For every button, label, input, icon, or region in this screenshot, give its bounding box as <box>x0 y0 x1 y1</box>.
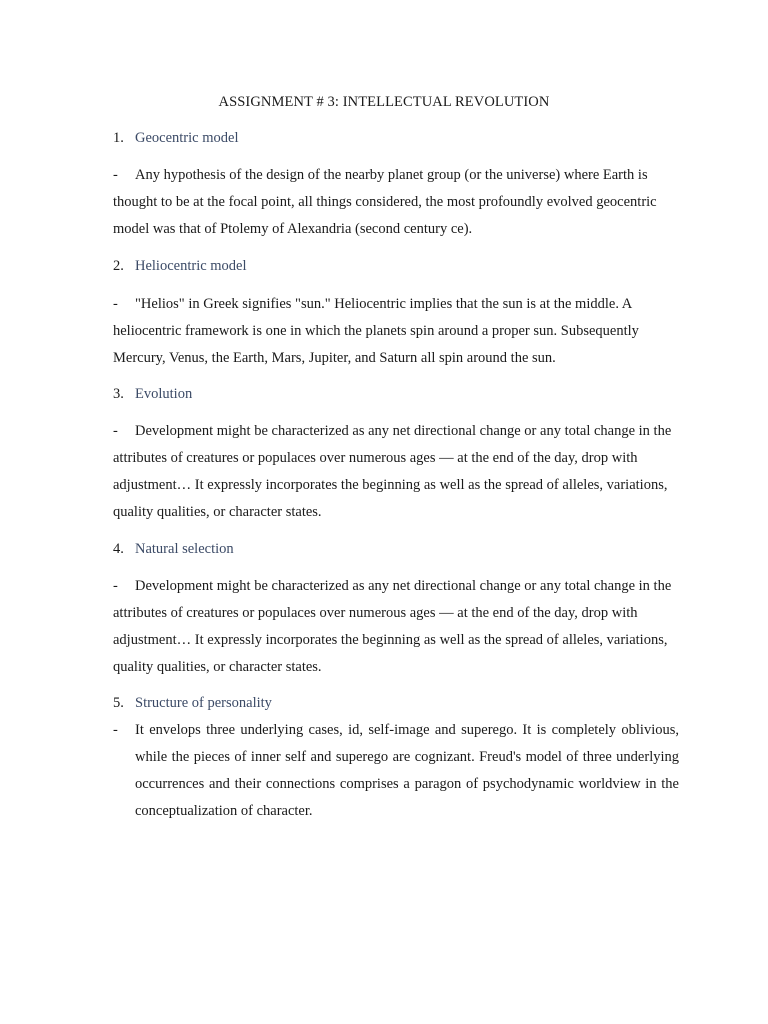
document-title: ASSIGNMENT # 3: INTELLECTUAL REVOLUTION <box>218 94 550 110</box>
section-heading-personality <box>113 693 272 713</box>
section-heading-evolution <box>113 384 192 404</box>
section-paragraph-evolution <box>113 418 679 526</box>
section-number: 3. <box>113 386 124 402</box>
section-heading-heliocentric <box>113 256 247 276</box>
section-paragraph-personality <box>113 717 679 825</box>
bullet-dash: - <box>113 296 118 312</box>
section-number: 5. <box>113 695 124 711</box>
bullet-dash: - <box>113 722 118 738</box>
paragraph-text: It envelops three underlying cases, id, self-image and superego. It is completely oblivious, while the pieces of inner self and superego are cognizant. Freud's model of three underlying occurrences and their connections comprises a paragon of psychodynamic worldview in the conceptualization of character. <box>135 722 679 819</box>
section-heading-geocentric <box>113 128 238 148</box>
section-number: 2. <box>113 258 124 274</box>
paragraph-text: Any hypothesis of the design of the nearby planet group (or the universe) where Earth is thought to be at the focal point, all things considered, the most profoundly evolved geocentric model was that of Ptolemy of Alexandria (second century ce). <box>113 167 657 237</box>
bullet-dash: - <box>113 167 118 183</box>
section-heading-label: Geocentric model <box>135 130 239 146</box>
bullet-dash: - <box>113 423 118 439</box>
bullet-dash: - <box>113 578 118 594</box>
paragraph-text: Development might be characterized as any net directional change or any total change in the attributes of creatures or populaces over numerous ages — at the end of the day, drop with adjustment… It expressly incorporates the beginning as well as the spread of alleles, variations, quality qualities, or character states. <box>113 423 672 520</box>
section-heading-label: Structure of personality <box>135 695 272 711</box>
section-paragraph-heliocentric <box>113 291 679 372</box>
paragraph-text: "Helios" in Greek signifies "sun." Heliocentric implies that the sun is at the middle. A heliocentric framework is one in which the planets spin around a proper sun. Subsequently Mercury, Venus, the Earth, Mars, Jupiter, and Saturn all spin around the sun. <box>113 296 639 366</box>
section-heading-natural-selection <box>113 539 234 559</box>
section-paragraph-geocentric <box>113 162 679 243</box>
section-heading-label: Natural selection <box>135 541 234 557</box>
paragraph-text: Development might be characterized as any net directional change or any total change in the attributes of creatures or populaces over numerous ages — at the end of the day, drop with adjustment… It expressly incorporates the beginning as well as the spread of alleles, variations, quality qualities, or character states. <box>113 578 672 675</box>
section-heading-label: Evolution <box>135 386 193 402</box>
section-paragraph-natural-selection <box>113 573 679 681</box>
section-number: 1. <box>113 130 124 146</box>
section-heading-label: Heliocentric model <box>135 258 247 274</box>
section-number: 4. <box>113 541 124 557</box>
